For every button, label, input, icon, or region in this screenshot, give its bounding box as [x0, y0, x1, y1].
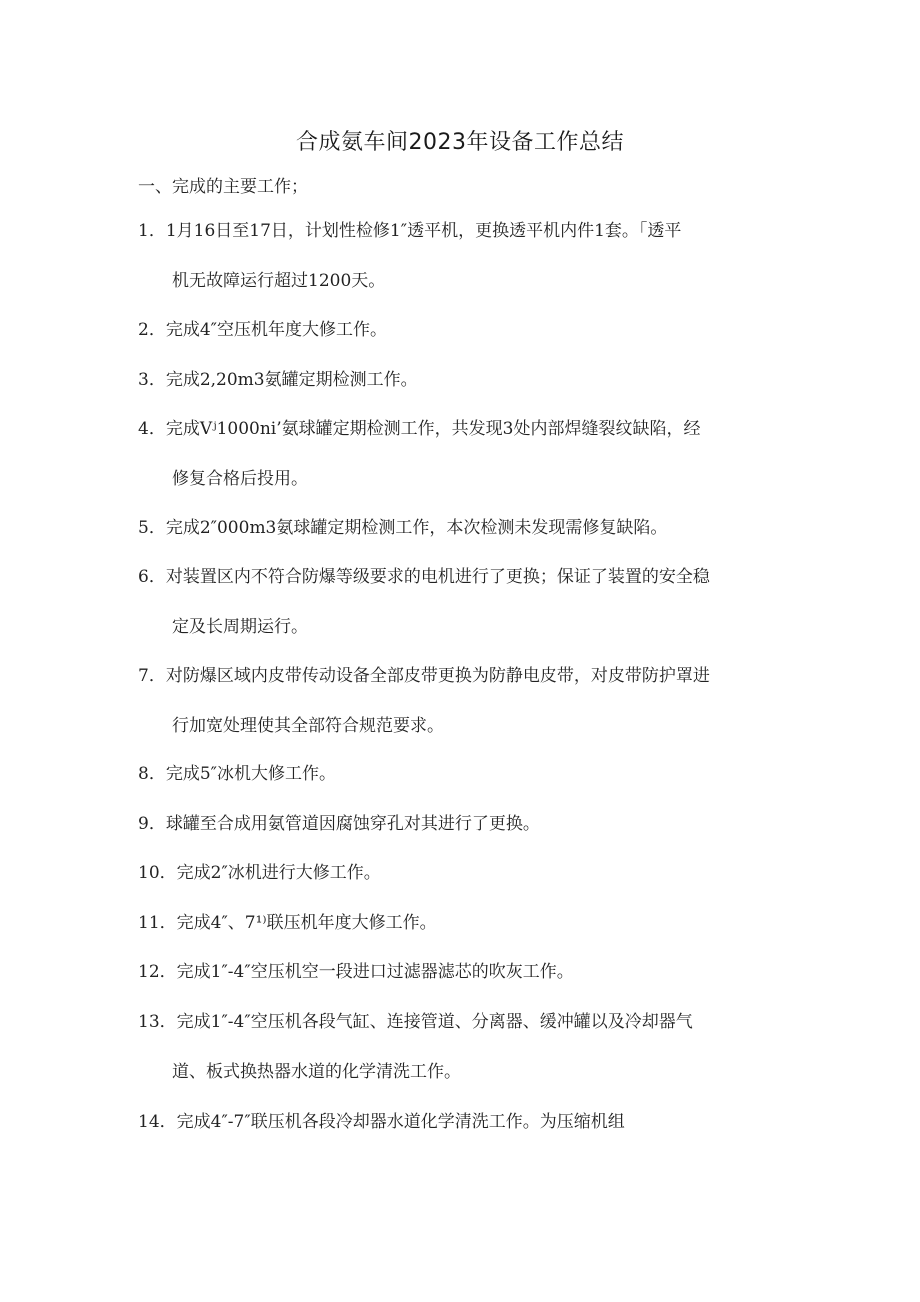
- item-number: 14: [138, 1112, 160, 1132]
- list-item: [138, 414, 798, 489]
- list-item: [138, 908, 798, 938]
- item-number: 4: [138, 419, 149, 439]
- document-title: 合成氨车间2023年设备工作总结: [296, 130, 624, 155]
- item-continuation: 修复合格后投用。: [172, 469, 308, 489]
- list-item: [138, 216, 798, 291]
- item-number: 13: [138, 1012, 160, 1032]
- item-continuation: 机无故障运行超过1200天。: [172, 271, 386, 291]
- item-text: ．对防爆区域内皮带传动设备全部皮带更换为防静电皮带，对皮带防护罩进: [148, 666, 710, 686]
- item-number: 2: [138, 320, 149, 340]
- list-item: [138, 809, 798, 839]
- item-text: ．1月16日至17日，计划性检修1″透平机，更换透平机内件1套。「透平: [148, 221, 682, 241]
- item-text: ．完成4″空压机年度大修工作。: [148, 320, 387, 340]
- list-item: [138, 858, 798, 888]
- item-text: ．完成2″冰机进行大修工作。: [159, 863, 381, 883]
- item-text: ．完成2″000m3氨球罐定期检测工作，本次检测未发现需修复缺陷。: [148, 518, 668, 538]
- item-text: ．完成1″-4″空压机各段气缸、连接管道、分离器、缓冲罐以及冷却器气: [159, 1012, 693, 1032]
- list-item: [138, 513, 798, 543]
- item-continuation: 定及长周期运行。: [172, 617, 308, 637]
- item-text: ．完成4″、7¹⁾联压机年度大修工作。: [159, 913, 437, 933]
- item-number: 7: [138, 666, 149, 686]
- item-text: ．完成5″冰机大修工作。: [148, 764, 336, 784]
- item-continuation: 道、板式换热器水道的化学清洗工作。: [172, 1062, 461, 1082]
- list-item: [138, 1107, 798, 1137]
- list-item: [138, 759, 798, 789]
- item-number: 9: [138, 814, 149, 834]
- list-item: [138, 365, 798, 395]
- item-text: ．完成Vʲ1000ni’氨球罐定期检测工作，共发现3处内部焊缝裂纹缺陷，经: [148, 419, 701, 439]
- item-text: ．完成2,20m3氨罐定期检测工作。: [148, 370, 418, 390]
- list-item: [138, 1007, 798, 1082]
- list-item: [138, 957, 798, 987]
- list-item: [138, 562, 798, 637]
- list-item: [138, 661, 798, 736]
- section-heading: 一、完成的主要工作；: [138, 177, 308, 197]
- item-number: 12: [138, 962, 160, 982]
- item-number: 5: [138, 518, 149, 538]
- item-number: 3: [138, 370, 149, 390]
- item-text: ．完成4″-7″联压机各段冷却器水道化学清洗工作。为压缩机组: [159, 1112, 625, 1132]
- item-number: 11: [138, 913, 160, 933]
- item-text: ．对装置区内不符合防爆等级要求的电机进行了更换；保证了装置的安全稳: [148, 567, 710, 587]
- list-item: [138, 315, 798, 345]
- item-text: ．完成1″-4″空压机空一段进口过滤器滤芯的吹灰工作。: [159, 962, 574, 982]
- item-number: 6: [138, 567, 149, 587]
- item-number: 8: [138, 764, 149, 784]
- item-text: ．球罐至合成用氨管道因腐蚀穿孔对其进行了更换。: [148, 814, 540, 834]
- item-number: 10: [138, 863, 160, 883]
- item-number: 1: [138, 221, 149, 241]
- item-continuation: 行加宽处理使其全部符合规范要求。: [172, 716, 444, 736]
